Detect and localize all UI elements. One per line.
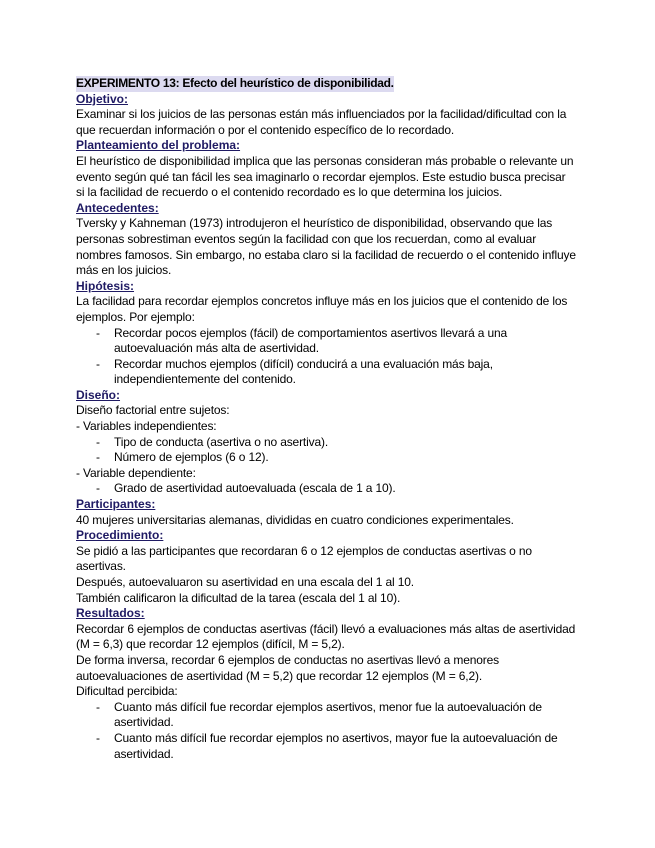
list-item: - Recordar pocos ejemplos (fácil) de comportamientos asertivos llevará a una autoevaluación más alta de asertividad. [114, 326, 576, 357]
resultados-line: Recordar 6 ejemplos de conductas asertivas (fácil) llevó a evaluaciones más altas de asertividad (M = 6,3) que recordar 12 ejemplos (difícil, M = 5,2). [76, 621, 576, 652]
diseno-vi-list [76, 435, 576, 466]
heading-antecedentes: Antecedentes: [76, 200, 159, 215]
list-item: - Cuanto más difícil fue recordar ejemplos no asertivos, mayor fue la autoevaluación de asertividad. [114, 731, 576, 762]
procedimiento-line: Se pidió a las participantes que recordaran 6 o 12 ejemplos de conductas asertivas o no asertivas. [76, 543, 532, 574]
participantes-text: 40 mujeres universitarias alemanas, divididas en cuatro condiciones experimentales. [76, 512, 514, 527]
heading-planteamiento: Planteamiento del problema: [76, 138, 241, 153]
heading-resultados: Resultados: [76, 606, 145, 621]
hipotesis-text: La facilidad para recordar ejemplos concretos influye más en los juicios que el contenido de los ejemplos. Por ejemplo: [76, 294, 568, 324]
resultados-line: Dificultad percibida: [76, 684, 178, 699]
objetivo-text: Examinar si los juicios de las personas están más influenciados por la facilidad/dificultad con la que recuerdan información o por el contenido específico de lo recordado. [76, 107, 567, 137]
hipotesis-list [76, 326, 576, 388]
document-title: EXPERIMENTO 13: Efecto del heurístico de disponibilidad. [76, 76, 394, 90]
list-item: - Recordar muchos ejemplos (difícil) conducirá a una evaluación más baja, independientemente del contenido. [114, 357, 576, 388]
list-item: - Cuanto más difícil fue recordar ejemplos asertivos, menor fue la autoevaluación de asertividad. [114, 700, 576, 731]
list-item: - Número de ejemplos (6 o 12). [114, 450, 576, 466]
diseno-intro: Diseño factorial entre sujetos: [76, 403, 230, 418]
list-item: - Tipo de conducta (asertiva o no asertiva). [114, 435, 576, 451]
procedimiento-line: Después, autoevaluaron su asertividad en una escala del 1 al 10. [76, 575, 414, 589]
diseno-vd-list [76, 481, 576, 497]
resultados-list [76, 700, 576, 762]
heading-participantes: Participantes: [76, 497, 156, 512]
resultados-line: De forma inversa, recordar 6 ejemplos de conductas no asertivas llevó a menores autoevaluaciones de asertividad (M = 5,2) que recordar 12 ejemplos (M = 6,2). [76, 652, 500, 683]
heading-objetivo: Objetivo: [76, 91, 129, 106]
document-page [76, 76, 576, 762]
diseno-vd-label: - Variable dependiente: [76, 465, 196, 480]
heading-hipotesis: Hipótesis: [76, 278, 135, 293]
procedimiento-line: También calificaron la dificultad de la tarea (escala del 1 al 10). [76, 590, 401, 605]
heading-diseno: Diseño: [76, 387, 121, 402]
antecedentes-text: Tversky y Kahneman (1973) introdujeron el heurístico de disponibilidad, observando que las personas sobrestiman eventos según la facilidad con que los recuerdan, como al evaluar nombres famosos. Sin embargo, no estaba claro si la facilidad de recuerdo o el contenido influye más en los juicios. [76, 216, 576, 278]
list-item: - Grado de asertividad autoevaluada (escala de 1 a 10). [114, 481, 576, 497]
heading-procedimiento: Procedimiento: [76, 528, 164, 543]
planteamiento-text: El heurístico de disponibilidad implica que las personas consideran más probable o relevante un evento según qué tan fácil les sea imaginarlo o recordar ejemplos. Este estudio busca precisar si la facilidad de recuerdo o el contenido recordado es lo que determina los juicios. [76, 153, 574, 200]
diseno-vi-label: - Variables independientes: [76, 419, 217, 434]
